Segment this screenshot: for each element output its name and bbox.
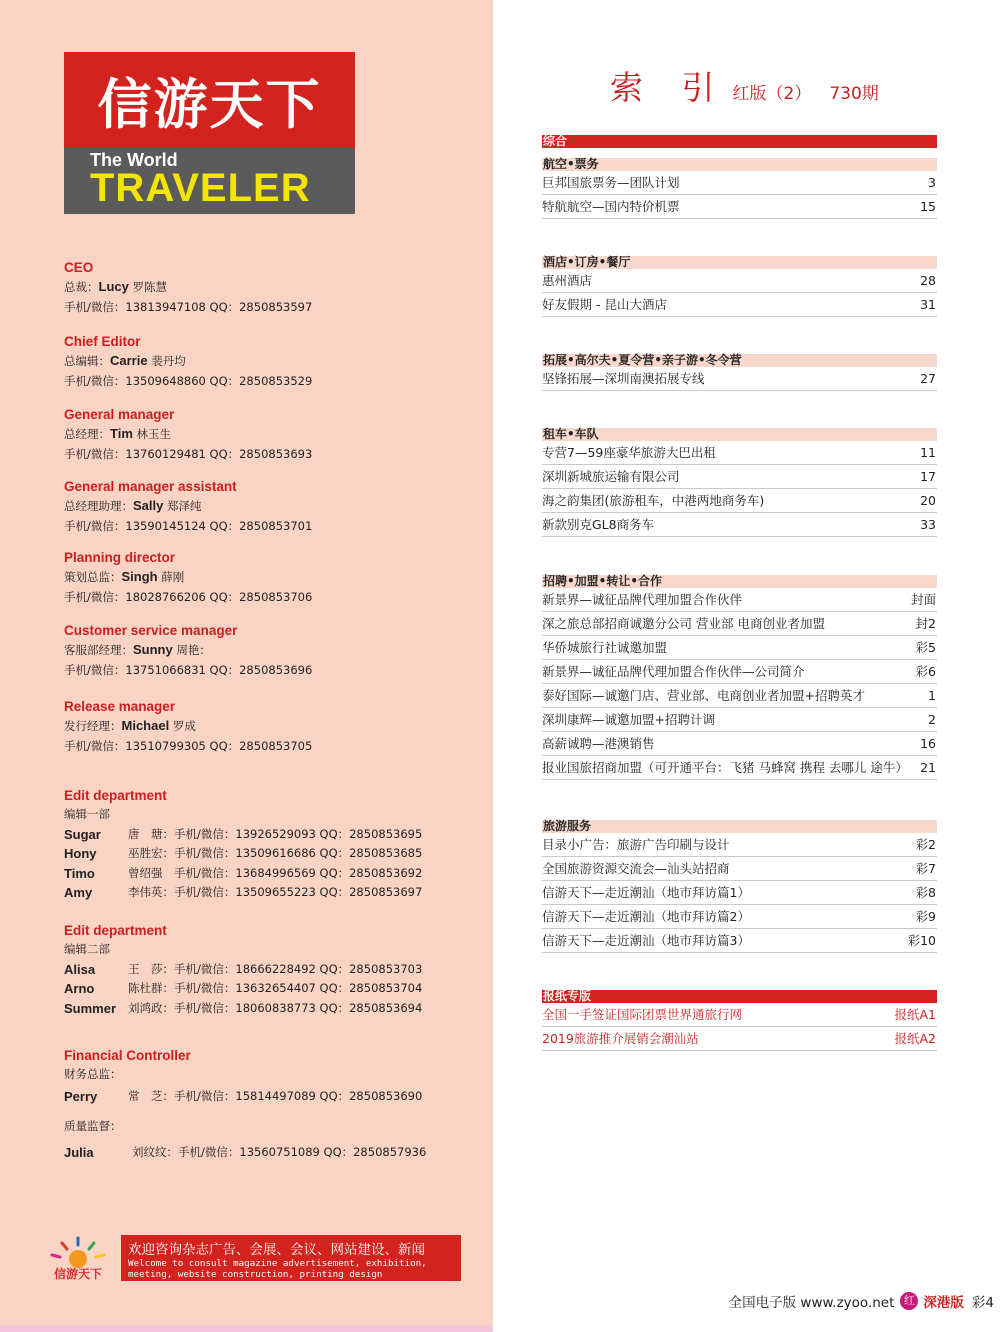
index-item[interactable] bbox=[542, 441, 937, 465]
staff-title: General manager bbox=[64, 407, 175, 422]
index-item-page: 31 bbox=[920, 297, 936, 312]
footer-page-number: 彩4 bbox=[971, 1295, 994, 1311]
index-item-label: 特航航空—国内特价机票 bbox=[542, 199, 680, 214]
index-item-label: 全国旅游资源交流会—汕头站招商 bbox=[542, 861, 730, 876]
index-item[interactable] bbox=[542, 588, 937, 612]
staff-block bbox=[64, 477, 312, 536]
index-item-label: 好友假期 - 昆山大酒店 bbox=[542, 297, 667, 312]
staff-contact: 手机/微信：13751066831 QQ：2850853696 bbox=[64, 662, 313, 677]
newspaper-section bbox=[542, 990, 937, 1051]
staff-name: Carrie bbox=[110, 353, 148, 368]
index-section-header: 酒店•订房•餐厅 bbox=[542, 256, 937, 269]
banner-logo-text: 信游天下 bbox=[53, 1267, 103, 1281]
staff-name: Michael bbox=[121, 718, 170, 733]
staff-name: Sunny bbox=[133, 642, 173, 657]
member-name: Alisa bbox=[64, 961, 96, 977]
staff-name: Tim bbox=[110, 426, 133, 441]
index-item-label: 报业国旅招商加盟（可开通平台：飞猪 马蜂窝 携程 去哪儿 途牛） bbox=[542, 760, 908, 775]
index-section-header: 租车•车队 bbox=[542, 428, 937, 441]
index-item[interactable] bbox=[542, 684, 937, 708]
page-footer bbox=[729, 1291, 994, 1311]
index-item[interactable] bbox=[542, 756, 937, 780]
index-item-page: 3 bbox=[928, 175, 936, 190]
edit1-sub: 编辑一部 bbox=[64, 807, 110, 821]
index-item[interactable] bbox=[542, 660, 937, 684]
staff-cn-name: 郑泽纯 bbox=[167, 499, 202, 513]
staff-block bbox=[64, 332, 312, 391]
staff-role-line bbox=[64, 567, 312, 588]
staff-title: Chief Editor bbox=[64, 334, 141, 349]
index-top-header-label: 综合 bbox=[542, 135, 937, 148]
staff-role: 总编辑： bbox=[64, 354, 110, 368]
finance-title: Financial Controller bbox=[64, 1048, 191, 1063]
staff-block bbox=[64, 697, 312, 756]
index-item[interactable] bbox=[542, 857, 937, 881]
index-item-page: 28 bbox=[920, 273, 936, 288]
banner-en-line2: meeting, website construction, printing design bbox=[128, 1269, 383, 1280]
quality-member-info: 刘纹纹：手机/微信：13560751089 QQ：2850857936 bbox=[132, 1144, 427, 1159]
index-item-label: 深圳新城旅运输有限公司 bbox=[542, 469, 680, 484]
finance-section bbox=[64, 1046, 422, 1106]
member-info: 李伟英：手机/微信：13509655223 QQ：2850853697 bbox=[128, 885, 423, 899]
staff-contact: 手机/微信：13510799305 QQ：2850853705 bbox=[64, 738, 313, 753]
member-name: Sugar bbox=[64, 826, 101, 842]
edit1-title: Edit department bbox=[64, 788, 167, 803]
staff-cn-name: 裴丹均 bbox=[151, 354, 186, 368]
index-item-page: 彩5 bbox=[915, 640, 936, 655]
index-item-label: 泰好国际—诚邀门店、营业部、电商创业者加盟+招聘英才 bbox=[542, 688, 865, 703]
index-item-page: 20 bbox=[920, 493, 936, 508]
edit2-title: Edit department bbox=[64, 923, 167, 938]
newspaper-item[interactable] bbox=[542, 1027, 937, 1051]
index-issue: 730期 bbox=[829, 84, 879, 104]
index-item-page: 彩6 bbox=[915, 664, 936, 679]
index-top-header bbox=[542, 135, 937, 148]
staff-cn-name: 周艳： bbox=[176, 643, 211, 657]
index-item[interactable] bbox=[542, 489, 937, 513]
index-section bbox=[542, 158, 937, 219]
index-item-page: 2 bbox=[928, 712, 936, 727]
contact-banner bbox=[121, 1235, 461, 1281]
staff-role-line bbox=[64, 277, 312, 298]
staff-contact: 手机/微信：13509648860 QQ：2850853529 bbox=[64, 373, 313, 388]
index-section bbox=[542, 575, 937, 780]
member-name: Hony bbox=[64, 846, 97, 861]
index-title-main: 索 引 bbox=[610, 68, 729, 107]
edit1-members bbox=[64, 825, 422, 903]
staff-block bbox=[64, 258, 312, 317]
index-item[interactable] bbox=[542, 636, 937, 660]
index-section bbox=[542, 256, 937, 317]
magazine-logo bbox=[64, 52, 355, 214]
staff-role-line bbox=[64, 496, 312, 517]
index-item-label: 信游天下—走近潮汕（地市拜访篇2） bbox=[542, 909, 750, 924]
index-item-label: 巨邦国旅票务—团队计划 bbox=[542, 175, 680, 190]
staff-title: Release manager bbox=[64, 699, 176, 714]
staff-title: General manager assistant bbox=[64, 479, 237, 494]
quality-member bbox=[64, 1143, 426, 1163]
index-item-page: 16 bbox=[920, 736, 936, 751]
banner-en-line1: Welcome to consult magazine advertisement, exhibition, bbox=[128, 1258, 427, 1269]
staff-contact: 手机/微信：13590145124 QQ：2850853701 bbox=[64, 518, 313, 533]
staff-name: Lucy bbox=[98, 279, 129, 294]
index-section bbox=[542, 354, 937, 391]
index-item-label: 目录小广告：旅游广告印刷与设计 bbox=[542, 837, 730, 852]
index-item-page: 27 bbox=[920, 371, 936, 386]
member-name: Arno bbox=[64, 981, 95, 996]
index-item-page: 彩2 bbox=[915, 837, 936, 852]
member-row bbox=[64, 844, 422, 864]
index-item-page: 15 bbox=[920, 199, 936, 214]
index-item-label: 深圳康辉—诚邀加盟+招聘计调 bbox=[542, 712, 715, 727]
staff-contact: 手机/微信：13760129481 QQ：2850853693 bbox=[64, 446, 313, 461]
logo-cn-title: 信游天下 bbox=[64, 52, 355, 148]
member-name: Summer bbox=[64, 1000, 117, 1016]
newspaper-item-label: 全国一手签证国际团票世界通旅行网 bbox=[542, 1007, 743, 1022]
index-section-header: 拓展•高尔夫•夏令营•亲子游•冬令营 bbox=[542, 354, 937, 367]
footer-url[interactable]: 全国电子版 www.zyoo.net bbox=[728, 1295, 895, 1311]
newspaper-item-label: 2019旅游推介展销会潮汕站 bbox=[542, 1031, 699, 1046]
index-section-header: 航空•票务 bbox=[542, 158, 937, 171]
logo-en-line1: The World bbox=[90, 150, 178, 170]
index-item[interactable] bbox=[542, 195, 937, 219]
staff-block bbox=[64, 405, 312, 464]
member-info: 唐 瑭：手机/微信：13926529093 QQ：2850853695 bbox=[128, 826, 423, 841]
index-item[interactable] bbox=[542, 367, 937, 391]
member-info: 曾绍强 手机/微信：13684996569 QQ：2850853692 bbox=[128, 865, 423, 880]
staff-contact: 手机/微信：13813947108 QQ：2850853597 bbox=[64, 299, 313, 314]
finance-member bbox=[64, 1087, 422, 1107]
member-info: 王 莎：手机/微信：18666228492 QQ：2850853703 bbox=[128, 961, 423, 976]
staff-role-line bbox=[64, 716, 312, 737]
edit-department-1 bbox=[64, 786, 422, 903]
finance-member-name: Perry bbox=[64, 1088, 98, 1104]
index-item[interactable] bbox=[542, 513, 937, 537]
staff-title: Planning director bbox=[64, 550, 176, 565]
edit2-members bbox=[64, 960, 422, 1019]
member-row bbox=[64, 883, 422, 903]
index-item[interactable] bbox=[542, 269, 937, 293]
index-item-page: 彩10 bbox=[907, 933, 936, 948]
index-section-header: 旅游服务 bbox=[542, 820, 937, 833]
index-item[interactable] bbox=[542, 708, 937, 732]
finance-member-info: 常 芝：手机/微信：15814497089 QQ：2850853690 bbox=[128, 1088, 423, 1103]
index-item[interactable] bbox=[542, 612, 937, 636]
index-item-page: 1 bbox=[928, 688, 936, 703]
staff-role-line bbox=[64, 351, 312, 372]
index-title-sub: 红版（2） bbox=[732, 84, 812, 104]
index-item-label: 信游天下—走近潮汕（地市拜访篇1） bbox=[542, 885, 750, 900]
banner-cn-text: 欢迎咨询杂志广告、会展、会议、网站建设、新闻 bbox=[128, 1242, 425, 1258]
bottom-strip bbox=[0, 1325, 493, 1332]
index-item-label: 高薪诚聘—港澳销售 bbox=[542, 736, 655, 751]
staff-role-line bbox=[64, 424, 312, 445]
member-row bbox=[64, 960, 422, 980]
newspaper-item-page: 报纸A1 bbox=[894, 1007, 936, 1022]
member-info: 巫胜宏：手机/微信：13509616686 QQ：2850853685 bbox=[128, 846, 423, 860]
member-info: 陈杜群：手机/微信：13632654407 QQ：2850853704 bbox=[128, 981, 423, 995]
member-info: 刘鸿政：手机/微信：18060838773 QQ：2850853694 bbox=[128, 1000, 423, 1015]
member-row bbox=[64, 825, 422, 845]
index-item-page: 彩9 bbox=[915, 909, 936, 924]
staff-role: 总经理助理： bbox=[64, 499, 133, 513]
staff-name: Sally bbox=[133, 498, 164, 513]
staff-block bbox=[64, 621, 312, 680]
index-item-page: 11 bbox=[920, 445, 936, 460]
newspaper-item[interactable] bbox=[542, 1003, 937, 1027]
newspaper-item-page: 报纸A2 bbox=[894, 1031, 936, 1046]
index-section bbox=[542, 428, 937, 537]
staff-cn-name: 罗陈慧 bbox=[132, 280, 167, 294]
index-item-label: 华侨城旅行社诚邀加盟 bbox=[542, 640, 668, 655]
edit2-sub: 编辑二部 bbox=[64, 942, 110, 956]
staff-cn-name: 薛刚 bbox=[161, 570, 185, 584]
index-item-page: 封面 bbox=[910, 592, 936, 607]
index-section bbox=[542, 820, 937, 953]
staff-contact: 手机/微信：18028766206 QQ：2850853706 bbox=[64, 589, 313, 604]
staff-role: 总经理： bbox=[64, 427, 110, 441]
quality-sub: 质量监督： bbox=[64, 1119, 122, 1133]
index-item[interactable] bbox=[542, 465, 937, 489]
staff-role: 总裁： bbox=[64, 280, 99, 294]
quality-section bbox=[64, 1117, 426, 1162]
index-item[interactable] bbox=[542, 881, 937, 905]
index-item-label: 深之旅总部招商诚邀分公司 营业部 电商创业者加盟 bbox=[542, 616, 825, 631]
staff-role: 策划总监： bbox=[64, 570, 122, 584]
index-item-label: 惠州酒店 bbox=[542, 273, 593, 288]
staff-title: CEO bbox=[64, 260, 94, 275]
index-item-page: 彩8 bbox=[915, 885, 936, 900]
member-name: Amy bbox=[64, 885, 93, 900]
index-item-label: 新款别克GL8商务车 bbox=[542, 517, 655, 532]
left-panel bbox=[0, 0, 493, 1332]
index-item-label: 坚锋拓展—深圳南澳拓展专线 bbox=[542, 371, 705, 386]
index-item-page: 彩7 bbox=[915, 861, 936, 876]
index-item[interactable] bbox=[542, 732, 937, 756]
footer-edition: 深港版 bbox=[923, 1295, 964, 1311]
banner-logo-icon bbox=[40, 1235, 116, 1281]
index-item-page: 封2 bbox=[915, 616, 936, 631]
logo-en-line2: TRAVELER bbox=[90, 166, 311, 210]
index-item[interactable] bbox=[542, 929, 937, 953]
member-row bbox=[64, 999, 422, 1019]
member-row bbox=[64, 979, 422, 999]
staff-role: 发行经理： bbox=[64, 719, 122, 733]
red-edition-badge: 红 bbox=[900, 1292, 918, 1310]
logo-en-block bbox=[64, 148, 355, 214]
member-row bbox=[64, 864, 422, 884]
staff-cn-name: 罗成 bbox=[172, 719, 196, 733]
index-item-label: 新景界—诚征品牌代理加盟合作伙伴—公司简介 bbox=[542, 664, 805, 679]
staff-block bbox=[64, 548, 312, 607]
finance-sub: 财务总监： bbox=[64, 1067, 122, 1081]
index-item-label: 新景界—诚征品牌代理加盟合作伙伴 bbox=[542, 592, 743, 607]
staff-role: 客服部经理： bbox=[64, 643, 133, 657]
index-item[interactable] bbox=[542, 905, 937, 929]
index-title bbox=[610, 62, 879, 109]
index-item-label: 海之韵集团(旅游租车，中港两地商务车) bbox=[542, 493, 765, 508]
member-name: Timo bbox=[64, 865, 95, 881]
staff-cn-name: 林玉生 bbox=[136, 427, 172, 441]
index-item[interactable] bbox=[542, 293, 937, 317]
staff-role-line bbox=[64, 640, 312, 661]
edit-department-2 bbox=[64, 921, 422, 1018]
staff-title: Customer service manager bbox=[64, 623, 238, 638]
index-section-header: 招聘•加盟•转让•合作 bbox=[542, 575, 937, 588]
staff-name: Singh bbox=[121, 569, 158, 584]
index-item-page: 33 bbox=[920, 517, 936, 532]
quality-member-name: Julia bbox=[64, 1144, 94, 1160]
index-item[interactable] bbox=[542, 171, 937, 195]
index-item-label: 信游天下—走近潮汕（地市拜访篇3） bbox=[542, 933, 750, 948]
newspaper-section-header: 报纸专版 bbox=[542, 990, 937, 1003]
index-item[interactable] bbox=[542, 833, 937, 857]
index-item-page: 21 bbox=[920, 760, 936, 775]
index-item-page: 17 bbox=[920, 469, 936, 484]
index-item-label: 专营7—59座豪华旅游大巴出租 bbox=[542, 445, 716, 460]
